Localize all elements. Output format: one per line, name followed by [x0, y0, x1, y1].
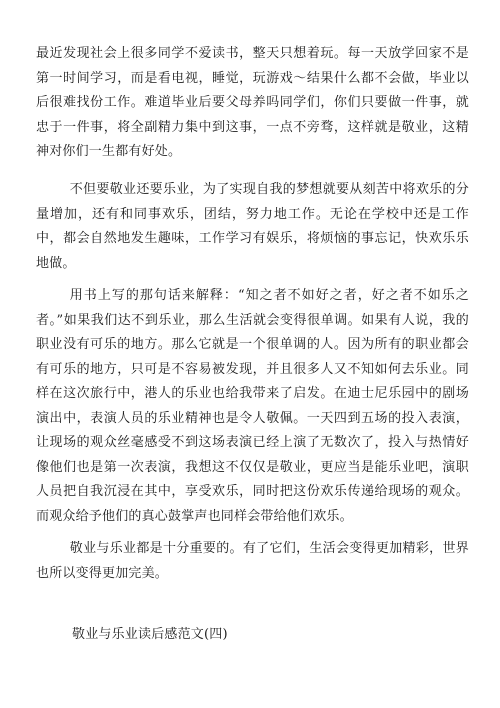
- paragraph-study: 最近发现社会上很多同学不爱读书，整天只想着玩。每一天放学回家不是第一时间学习，而是看电视，睡觉，玩游戏～结果什么都不会做，毕业以后很难找份工作。难道毕业后要父母养吗同学们，你们只要做一件事，就忠于一件事，将全副精力集中到这事，一点不旁骛，这样就是敬业，这精神对你们一生都有好处。: [36, 46, 469, 159]
- paragraph-quote: 用书上写的那句话来解释：“知之者不如好之者，好之者不如乐之者。”如果我们达不到乐业，那么生活就会变得很单调。如果有人说，我的职业没有可乐的地方。那么它就是一个很单调的人。因为所有的职业都会有可乐的地方，只可是不容易被发现，并且很多人又不知如何去乐业。同样在这次旅行中，港人的乐业也给我带来了启发。在迪士尼乐园中的剧场演出中，表演人员的乐业精神也是令人敬佩。一天四到五场的投入表演，让现场的观众丝毫感受不到这场表演已经上演了无数次了，投入与热情好像他们也是第一次表演，我想这不仅仅是敬业，更应当是能乐业吧，演职人员把自我沉浸在其中，享受欢乐，同时把这份欢乐传递给现场的观众。而观众给予他们的真心鼓掌声也同样会带给他们欢乐。: [36, 288, 469, 524]
- paragraph-conclusion: 敬业与乐业都是十分重要的。有了它们，生活会变得更加精彩，世界也所以变得更加完美。: [36, 541, 469, 581]
- section-heading: 敬业与乐业读后感范文(四): [72, 627, 228, 642]
- paragraph-joy-in-work: 不但要敬业还要乐业，为了实现自我的梦想就要从刻苦中将欢乐的分量增加，还有和同事欢乐，团结，努力地工作。无论在学校中还是工作中，都会自然地发生趣味，工作学习有娱乐，将烦恼的事忘记，快欢乐乐地做。: [36, 182, 469, 271]
